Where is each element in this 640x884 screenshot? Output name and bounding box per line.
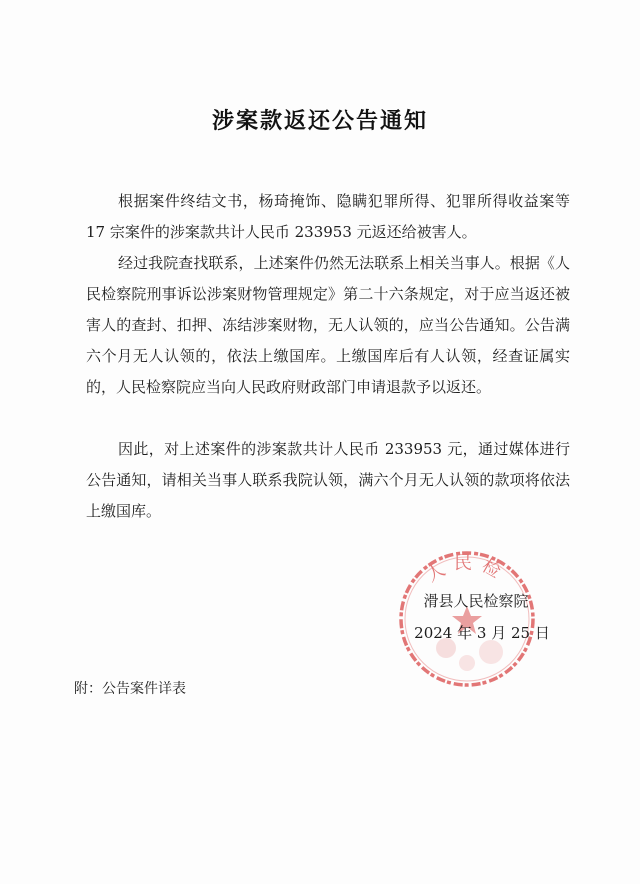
official-seal-icon [396,548,538,690]
seal-text: 人民检 [422,553,512,587]
paragraph-legal-basis: 经过我院查找联系，上述案件仍然无法联系上相关当事人。根据《人民检察院刑事诉讼涉案财物管理规定》第二十六条规定，对于应当返还被害人的查封、扣押、冻结涉案财物，无人认领的，应当公告通知。公告满六个月无人认领的，依法上缴国库。上缴国库后有人认领，经查证属实的，人民检察院应当向人民政府财政部门申请退款予以返还。 [86,254,570,396]
svg-text:人民检 [423,553,511,586]
paragraph-announcement: 因此，对上述案件的涉案款共计人民币 233953 元，通过媒体进行公告通知，请相关当事人联系我院认领，满六个月无人认领的款项将依法上缴国库。 [86,440,570,520]
paragraph-case-summary: 根据案件终结文书，杨琦掩饰、隐瞒犯罪所得、犯罪所得收益案等 17 宗案件的涉案款共计人民币 233953 元返还给被害人。 [86,192,570,241]
signing-date: 2024 年 3 月 25 日 [414,624,550,642]
notice-title: 涉案款返还公告通知 [211,108,428,134]
attachment-note: 附：公告案件详表 [74,681,186,697]
signing-authority: 滑县人民检察院 [423,592,529,610]
